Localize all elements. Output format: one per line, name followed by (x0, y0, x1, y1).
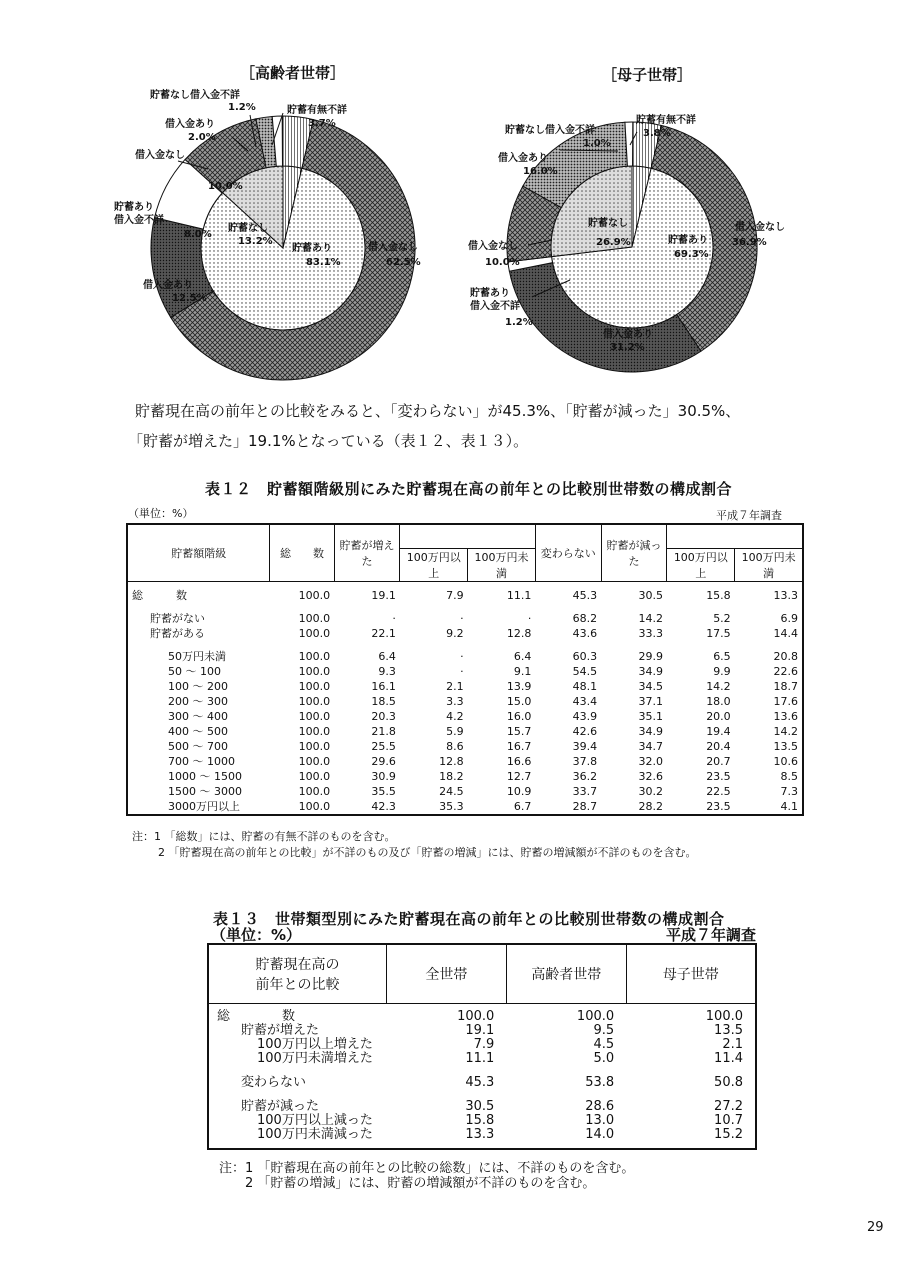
t12-cell: 13.9 (506, 680, 532, 693)
t12-cell: 45.3 (572, 589, 598, 602)
t12-cell: 28.2 (638, 800, 663, 813)
t12-cell: 15.0 (506, 695, 532, 708)
t12-cell: 5.2 (713, 612, 731, 625)
t12-cell: 4.1 (780, 800, 798, 813)
elderly-label-e2: 借入金不詳 (114, 215, 164, 226)
table12-unit: （単位：%） (128, 507, 194, 520)
t13-row (208, 1114, 756, 1128)
t12-cell: 15.8 (706, 589, 731, 602)
mother-label-i: 借入金あり (603, 329, 653, 340)
table13-unit: （単位：%） (211, 926, 302, 944)
t12-cell: 39.4 (572, 740, 598, 753)
t13-cell: 28.6 (585, 1099, 615, 1114)
t13-cell: 53.8 (585, 1075, 615, 1090)
mother-label-f-value: 69.3% (674, 249, 709, 260)
t12-cell: 13.3 (773, 589, 798, 602)
t13-cell: 7.9 (473, 1037, 495, 1052)
elderly-label-c: 借入金あり (165, 119, 215, 130)
t12-header-dec-over: 100万円以 上 (667, 549, 735, 582)
t12-cell: 35.1 (638, 710, 663, 723)
t12-cell: 37.1 (638, 695, 663, 708)
t12-cell: 100.0 (298, 785, 331, 798)
summary-line-2: 「貯蓄が増えた」19.1%となっている（表１２、表１３）。 (128, 432, 529, 450)
elderly-label-i-value: 62.5% (386, 257, 421, 268)
t13-cell: 100.0 (457, 1009, 495, 1024)
elderly-label-d: 借入金なし (135, 150, 185, 161)
t12-row (127, 664, 803, 679)
t12-header-dec-under: 100万円未 満 (735, 549, 803, 582)
t12-cell: 30.2 (638, 785, 663, 798)
t12-cell: 24.5 (439, 785, 464, 798)
t12-row (127, 799, 803, 815)
elderly-label-b-value: 3.7% (308, 118, 336, 129)
t12-cell: 100.0 (298, 650, 331, 663)
t13-cell: 100.0 (576, 1009, 615, 1024)
elderly-label-i: 借入金なし (368, 242, 418, 253)
t12-cell: 48.1 (572, 680, 598, 693)
table13-survey: 平成７年調査 (666, 926, 757, 944)
t12-cell: 37.8 (572, 755, 598, 768)
elderly-label-h-value: 83.1% (306, 257, 341, 268)
t12-cell: 9.2 (446, 627, 464, 640)
t12-header-decreased-group (667, 524, 803, 549)
t12-cell: 28.7 (572, 800, 598, 813)
mother-label-c: 借入金あり (498, 153, 548, 164)
t12-cell: · (460, 612, 464, 625)
t12-header-increased: 貯蓄が増えた (334, 524, 400, 582)
t12-cell: 29.6 (371, 755, 396, 768)
t12-cell: 14.2 (773, 725, 798, 738)
t12-cell: 25.5 (371, 740, 396, 753)
t12-cell: 34.7 (638, 740, 663, 753)
t12-row-label: 総 数 (132, 589, 187, 602)
elderly-label-b: 貯蓄有無不詳 (287, 105, 347, 116)
t12-row-label: 400 ～ 500 (168, 725, 228, 738)
t12-row (127, 611, 803, 626)
t12-cell: 54.5 (572, 665, 598, 678)
t12-row (127, 582, 803, 612)
table13 (207, 943, 757, 1150)
t13-cell: 100.0 (705, 1009, 743, 1024)
t13-cell: 13.0 (585, 1113, 615, 1128)
elderly-label-h: 貯蓄あり (292, 243, 332, 254)
t12-row (127, 679, 803, 694)
mother-label-i-value: 31.2% (610, 342, 645, 353)
mother-label-d-value: 36.9% (732, 237, 767, 248)
t12-row-label: 500 ～ 700 (168, 740, 228, 753)
t13-row (208, 1052, 756, 1076)
t12-row (127, 724, 803, 739)
t12-cell: 20.4 (706, 740, 731, 753)
t13-cell: 9.5 (593, 1023, 615, 1038)
t12-cell: 17.6 (773, 695, 798, 708)
elderly-label-f: 借入金あり (143, 280, 193, 291)
elderly-chart-title: ［高齢者世帯］ (240, 64, 346, 82)
t13-row-label: 総 数 (217, 1009, 296, 1024)
table12-survey: 平成７年調査 (716, 509, 782, 522)
t12-cell: 35.5 (371, 785, 396, 798)
t12-header-inc-under: 100万円未 満 (468, 549, 536, 582)
t12-cell: 22.6 (773, 665, 798, 678)
t12-cell: 11.1 (506, 589, 532, 602)
t12-cell: 100.0 (298, 710, 331, 723)
mother-label-a-value: 3.8% (643, 128, 671, 139)
t12-cell: 100.0 (298, 612, 331, 625)
t12-cell: 20.7 (706, 755, 731, 768)
t12-row-label: 貯蓄がない (150, 612, 205, 625)
elderly-label-c-value: 2.0% (188, 132, 216, 143)
t13-cell: 2.1 (722, 1037, 743, 1052)
t13-cell: 13.5 (714, 1023, 743, 1038)
table12-title: 表１２ 貯蓄額階級別にみた貯蓄現在高の前年との比較別世帯数の構成割合 (205, 480, 733, 498)
t12-cell: 22.1 (371, 627, 396, 640)
t12-row-label: 700 ～ 1000 (168, 755, 235, 768)
table13-note-1: 注：1 「貯蓄現在高の前年との比較の総数」には、不詳のものを含む。 (219, 1161, 635, 1176)
t12-cell: 9.3 (378, 665, 396, 678)
t12-cell: · (527, 612, 532, 625)
t13-header-mother: 母子世帯 (626, 944, 756, 1004)
elderly-label-g-value: 13.2% (238, 236, 273, 247)
t12-cell: 18.2 (439, 770, 464, 783)
t12-cell: 33.3 (638, 627, 663, 640)
t12-cell: 17.5 (706, 627, 731, 640)
t12-cell: 7.3 (780, 785, 798, 798)
t12-cell: 35.3 (439, 800, 464, 813)
t12-cell: 16.1 (371, 680, 396, 693)
t12-cell: 20.8 (773, 650, 798, 663)
mother-label-h-value: 1.2% (505, 317, 533, 328)
t12-cell: 29.9 (638, 650, 663, 663)
t12-cell: 32.0 (638, 755, 663, 768)
t12-header-decreased: 貯蓄が減った (601, 524, 667, 582)
t12-row-label: 50 ～ 100 (168, 665, 221, 678)
t12-cell: 68.2 (572, 612, 598, 625)
elderly-label-a-value: 1.2% (228, 102, 256, 113)
t12-row (127, 739, 803, 754)
t12-cell: 12.7 (506, 770, 532, 783)
t12-cell: 100.0 (298, 755, 331, 768)
table13-title: 表１３ 世帯類型別にみた貯蓄現在高の前年との比較別世帯数の構成割合 (213, 910, 725, 928)
t12-cell: 43.9 (572, 710, 598, 723)
mother-label-e-value: 26.9% (596, 237, 631, 248)
t12-cell: 43.4 (572, 695, 598, 708)
t12-cell: 6.7 (513, 800, 532, 813)
t12-cell: 12.8 (506, 627, 532, 640)
t12-cell: 14.2 (638, 612, 663, 625)
t12-cell: 21.8 (371, 725, 396, 738)
mother-label-e: 貯蓄なし (588, 218, 628, 229)
t12-row-label: 50万円未満 (168, 650, 226, 663)
t12-header-same: 変わらない (535, 524, 601, 582)
t13-row-label: 貯蓄が増えた (241, 1023, 320, 1038)
t12-row-label: 3000万円以上 (168, 800, 240, 813)
t12-cell: 33.7 (572, 785, 598, 798)
t12-cell: 30.9 (371, 770, 396, 783)
t12-row-label: 100 ～ 200 (168, 680, 228, 693)
t12-cell: 42.3 (371, 800, 396, 813)
t12-header-inc-over: 100万円以 上 (400, 549, 468, 582)
table12 (126, 523, 807, 816)
t12-cell: 10.6 (773, 755, 798, 768)
t12-row-label: 1500 ～ 3000 (168, 785, 242, 798)
mother-label-b: 貯蓄なし借入金不詳 (505, 125, 595, 136)
t12-cell: 16.0 (506, 710, 532, 723)
t12-row (127, 784, 803, 799)
t12-row (127, 709, 803, 724)
t12-cell: 6.5 (713, 650, 731, 663)
t12-cell: 19.1 (371, 589, 396, 602)
t12-cell: · (460, 650, 464, 663)
table13-note-2: 2 「貯蓄の増減」には、貯蓄の増減額が不詳のものを含む。 (245, 1176, 596, 1191)
t12-cell: 20.3 (371, 710, 396, 723)
t12-cell: 19.4 (706, 725, 731, 738)
t13-row-label: 変わらない (241, 1075, 307, 1090)
pie-charts (0, 85, 906, 385)
t12-cell: 34.9 (638, 665, 663, 678)
elderly-label-e1: 貯蓄あり (114, 202, 154, 213)
elderly-label-f-value: 12.5% (172, 293, 207, 304)
t13-row (208, 1038, 756, 1052)
elderly-label-a: 貯蓄なし借入金不詳 (150, 90, 240, 101)
t12-cell: 16.7 (506, 740, 532, 753)
t13-row (208, 1076, 756, 1100)
t12-row-label: 300 ～ 400 (168, 710, 228, 723)
t12-row-label: 1000 ～ 1500 (168, 770, 242, 783)
t12-cell: 2.1 (446, 680, 464, 693)
summary-line-1: 貯蓄現在高の前年との比較をみると、「変わらない」が45.3%、「貯蓄が減った」30.5%、 (135, 402, 741, 420)
t12-cell: 9.9 (713, 665, 731, 678)
t13-cell: 10.7 (714, 1113, 743, 1128)
t13-row-label: 100万円以上減った (257, 1113, 373, 1128)
t13-row (208, 1100, 756, 1114)
page-number: 29 (867, 1220, 884, 1235)
elderly-label-g: 貯蓄なし (228, 223, 268, 234)
t12-cell: · (392, 612, 396, 625)
t12-cell: 100.0 (298, 695, 331, 708)
t12-cell: 34.5 (638, 680, 663, 693)
t12-cell: 100.0 (298, 665, 331, 678)
t13-header-item-line2: 前年との比較 (255, 977, 340, 993)
t13-header-item (208, 944, 386, 1004)
t12-cell: 13.6 (773, 710, 798, 723)
t12-row-label: 200 ～ 300 (168, 695, 228, 708)
mother-label-g: 借入金なし (468, 241, 518, 252)
t12-cell: 4.2 (446, 710, 464, 723)
t13-header-all: 全世帯 (386, 944, 506, 1004)
t13-cell: 27.2 (714, 1099, 743, 1114)
t13-cell: 45.3 (465, 1075, 495, 1090)
t13-cell: 30.5 (465, 1099, 495, 1114)
t12-cell: 34.9 (638, 725, 663, 738)
t13-header-item-line1: 貯蓄現在高の (255, 957, 340, 973)
t12-cell: 20.0 (706, 710, 731, 723)
t12-row (127, 754, 803, 769)
t12-cell: 3.3 (446, 695, 464, 708)
t12-cell: 18.7 (773, 680, 798, 693)
elderly-label-e-value: 8.0% (184, 229, 212, 240)
mother-label-a: 貯蓄有無不詳 (636, 115, 696, 126)
mother-label-b-value: 1.0% (583, 138, 611, 149)
t12-cell: 8.6 (446, 740, 464, 753)
t12-cell: 6.4 (378, 650, 396, 663)
t12-row (127, 626, 803, 649)
t13-row (208, 1024, 756, 1038)
t13-cell: 15.2 (714, 1127, 743, 1142)
t13-cell: 13.3 (465, 1127, 495, 1142)
t13-cell: 19.1 (465, 1023, 495, 1038)
t13-row-label: 100万円未満増えた (257, 1051, 373, 1066)
t12-row (127, 649, 803, 664)
t12-cell: 8.5 (780, 770, 798, 783)
t12-cell: 6.9 (780, 612, 798, 625)
t13-header-elderly: 高齢者世帯 (506, 944, 626, 1004)
t12-cell: 32.6 (638, 770, 663, 783)
t12-cell: 100.0 (298, 627, 331, 640)
t12-header-class: 貯蓄額階級 (127, 524, 270, 582)
t12-cell: 42.6 (572, 725, 598, 738)
t12-cell: 5.9 (446, 725, 464, 738)
t12-cell: 7.9 (446, 589, 464, 602)
t12-cell: 6.4 (513, 650, 532, 663)
t12-row-label: 貯蓄がある (150, 627, 205, 640)
t12-cell: 100.0 (298, 740, 331, 753)
t12-cell: 22.5 (706, 785, 731, 798)
t13-row-label: 100万円以上増えた (257, 1037, 373, 1052)
t13-row-label: 100万円未満減った (257, 1127, 373, 1142)
t12-cell: 23.5 (706, 770, 731, 783)
t13-row-label: 貯蓄が減った (241, 1099, 320, 1114)
t12-cell: 9.1 (513, 665, 532, 678)
table12-note-1: 注：1 「総数」には、貯蓄の有無不詳のものを含む。 (132, 830, 396, 843)
t12-cell: 43.6 (572, 627, 598, 640)
t12-cell: 14.4 (773, 627, 798, 640)
t13-cell: 11.4 (714, 1051, 743, 1066)
t12-cell: 18.0 (706, 695, 731, 708)
t12-row (127, 769, 803, 784)
t12-cell: 15.7 (506, 725, 532, 738)
t12-cell: 30.5 (638, 589, 663, 602)
t12-cell: 100.0 (298, 680, 331, 693)
t12-cell: 100.0 (298, 800, 331, 813)
mother-label-h2: 借入金不詳 (470, 301, 520, 312)
t12-cell: 10.9 (506, 785, 532, 798)
t12-cell: 16.6 (506, 755, 532, 768)
mother-label-f: 貯蓄あり (668, 235, 708, 246)
mother-label-d: 借入金なし (735, 222, 785, 233)
t12-cell: 100.0 (298, 725, 331, 738)
t13-cell: 4.5 (593, 1037, 615, 1052)
t12-cell: 23.5 (706, 800, 731, 813)
t13-cell: 14.0 (585, 1127, 615, 1142)
t13-cell: 50.8 (714, 1075, 743, 1090)
mother-label-c-value: 16.0% (523, 166, 558, 177)
mother-label-h1: 貯蓄あり (470, 288, 510, 299)
t13-cell: 15.8 (465, 1113, 495, 1128)
t12-header-increased-group (400, 524, 535, 549)
t12-cell: 18.5 (371, 695, 396, 708)
t12-row (127, 694, 803, 709)
t12-cell: 14.2 (706, 680, 731, 693)
t13-cell: 5.0 (593, 1051, 615, 1066)
t13-row (208, 1004, 756, 1025)
t12-cell: 100.0 (298, 770, 331, 783)
t12-cell: 100.0 (298, 589, 331, 602)
t12-cell: · (460, 665, 464, 678)
mother-chart-title: ［母子世帯］ (602, 66, 693, 84)
t12-cell: 60.3 (572, 650, 598, 663)
t12-cell: 36.2 (572, 770, 598, 783)
t13-row (208, 1128, 756, 1149)
t12-cell: 13.5 (773, 740, 798, 753)
t12-header-total: 総 数 (270, 524, 334, 582)
t12-cell: 12.8 (439, 755, 464, 768)
t13-cell: 11.1 (465, 1051, 495, 1066)
table12-note-2: 2 「貯蓄現在高の前年との比較」が不詳のもの及び「貯蓄の増減」には、貯蓄の増減額が不詳のものを含む。 (158, 846, 697, 859)
mother-label-g-value: 10.0% (485, 257, 520, 268)
elderly-label-d-value: 10.0% (208, 181, 243, 192)
